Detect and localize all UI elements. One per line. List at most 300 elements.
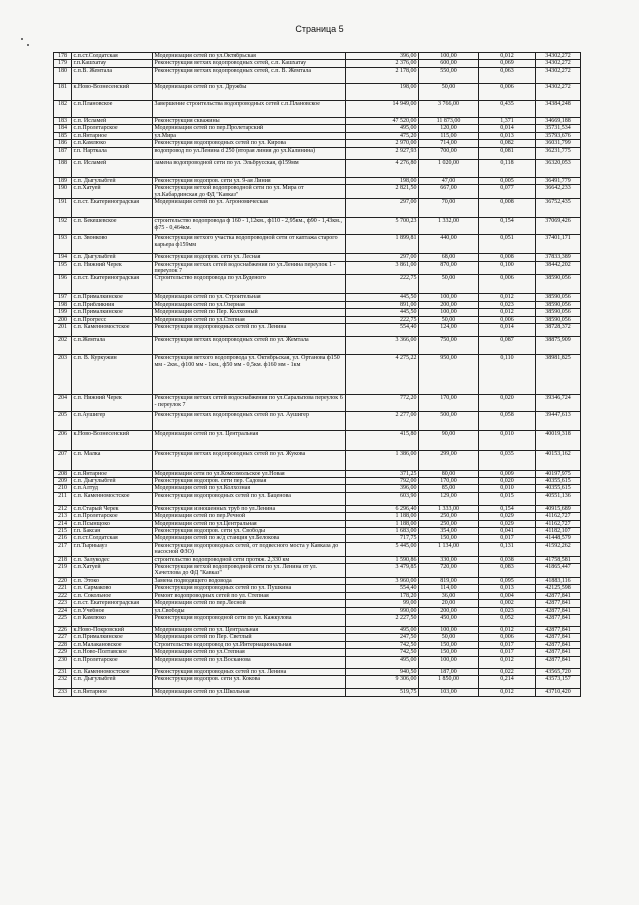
row-number: 214 — [54, 520, 72, 527]
coefficient: 0,052 — [479, 614, 536, 626]
coefficient: 0,118 — [479, 160, 536, 178]
settlement: с.п.Прималкинское — [72, 634, 153, 641]
coefficient: 0,082 — [479, 140, 536, 147]
settlement: с.п.Янтарное — [72, 689, 153, 696]
table-row — [54, 199, 581, 218]
table-row — [54, 450, 581, 470]
row-number: 211 — [54, 492, 72, 505]
settlement: с.п.Псынщоко — [72, 520, 153, 527]
work-description: Модернизация сети по ул.Комсомольское ул.Новая — [153, 470, 346, 477]
table-row — [54, 656, 581, 669]
table-row — [54, 83, 581, 100]
cumulative-total: 40551,136 — [536, 492, 581, 505]
settlement: с.п. Каменномостское — [72, 669, 153, 676]
cumulative-total: 40197,975 — [536, 470, 581, 477]
cumulative-total: 42877,841 — [536, 614, 581, 626]
amount-total: 47 520,00 — [346, 117, 419, 124]
row-number: 224 — [54, 607, 72, 614]
coefficient: 0,010 — [479, 430, 536, 450]
work-description: Реконструкция водопров. сети ул. Лесная — [153, 254, 346, 261]
coefficient: 0,012 — [479, 626, 536, 633]
coefficient: 1,371 — [479, 117, 536, 124]
work-description: Модернизация сетей по ул.Степная — [153, 649, 346, 656]
table-row — [54, 316, 581, 323]
work-description: замена водопроводной сети по ул. Эльбрусская, ф159мм — [153, 160, 346, 178]
amount-share: 450,00 — [419, 614, 479, 626]
work-description: Реконструкция водопроводных сетей по ул. Ленина — [153, 324, 346, 337]
work-description: Реконструкция водопроводных сетей, от подвесного моста у Кавказа до насосной ФЗО) — [153, 542, 346, 556]
work-description: Реконструкция скважины — [153, 117, 346, 124]
row-number: 191 — [54, 199, 72, 218]
coefficient: 0,005 — [479, 178, 536, 185]
cumulative-total: 41758,581 — [536, 556, 581, 563]
coefficient: 0,002 — [479, 600, 536, 607]
coefficient: 0,051 — [479, 235, 536, 254]
cumulative-total: 36642,233 — [536, 185, 581, 199]
settlement: г.п. Нарткала — [72, 147, 153, 160]
table-row — [54, 505, 581, 512]
coefficient: 0,014 — [479, 324, 536, 337]
coefficient: 0,035 — [479, 450, 536, 470]
amount-total: 792,00 — [346, 478, 419, 485]
cumulative-total: 36320,053 — [536, 160, 581, 178]
coefficient: 0,004 — [479, 592, 536, 599]
cumulative-total: 38442,202 — [536, 261, 581, 275]
cumulative-total: 34384,248 — [536, 100, 581, 117]
coefficient: 0,010 — [479, 485, 536, 492]
work-description: Реконструкция ветхих водопроводных сетей, с.п. В. Жемтала — [153, 67, 346, 83]
table-row — [54, 324, 581, 337]
settlement: с.п.ст. Екатериноградская — [72, 600, 153, 607]
coefficient: 0,017 — [479, 641, 536, 648]
amount-total: 396,00 — [346, 53, 419, 60]
cumulative-total: 35793,676 — [536, 132, 581, 139]
settlement: к.Ново-Вознесенский — [72, 83, 153, 100]
coefficient: 0,029 — [479, 520, 536, 527]
coefficient: 0,022 — [479, 669, 536, 676]
row-number: 202 — [54, 337, 72, 355]
work-description: Реконструкция ветхих сетей водоснабжения по ул.Саральпова переулок 6 - переулок 7 — [153, 395, 346, 412]
amount-total: 475,20 — [346, 132, 419, 139]
cumulative-total: 38875,909 — [536, 337, 581, 355]
amount-share: 720,00 — [419, 564, 479, 578]
cumulative-total: 39346,724 — [536, 395, 581, 412]
amount-total: 99,00 — [346, 600, 419, 607]
amount-share: 50,00 — [419, 634, 479, 641]
coefficient: 0,012 — [479, 656, 536, 669]
work-description: водопровод по ул.Ленина d 250 (вторая линия до ул.Калинина) — [153, 147, 346, 160]
amount-total: 940,50 — [346, 669, 419, 676]
coefficient: 0,081 — [479, 147, 536, 160]
settlement: с.п.Пролетарское — [72, 656, 153, 669]
cumulative-total: 41162,727 — [536, 513, 581, 520]
cumulative-total: 37069,426 — [536, 218, 581, 235]
row-number: 187 — [54, 147, 72, 160]
work-description: ул.Свободы — [153, 607, 346, 614]
amount-total: 14 949,00 — [346, 100, 419, 117]
cumulative-total: 42877,841 — [536, 649, 581, 656]
settlement: с.п.Камлюко — [72, 140, 153, 147]
table-row — [54, 626, 581, 633]
row-number: 219 — [54, 564, 72, 578]
work-description: Реконструкция ветхих водопроводных сетей по ул. Аушигер — [153, 411, 346, 430]
work-description: Модернизация сетей по ул. Агрономическая — [153, 199, 346, 218]
work-description: Модернизация сетей по ул.Степная — [153, 316, 346, 323]
row-number: 179 — [54, 60, 72, 68]
coefficient: 0,008 — [479, 254, 536, 261]
cumulative-total: 41448,579 — [536, 535, 581, 542]
amount-share: 85,00 — [419, 485, 479, 492]
table-row — [54, 577, 581, 584]
amount-total: 495,00 — [346, 656, 419, 669]
amount-total: 990,00 — [346, 607, 419, 614]
row-number: 229 — [54, 649, 72, 656]
row-number: 194 — [54, 254, 72, 261]
row-number: 230 — [54, 656, 72, 669]
settlement: с.п.ст.Солдатская — [72, 535, 153, 542]
cumulative-total: 39447,613 — [536, 411, 581, 430]
amount-total: 1 188,00 — [346, 520, 419, 527]
amount-share: 1 020,00 — [419, 160, 479, 178]
work-description: Замена подводящего водовода — [153, 577, 346, 584]
amount-total: 178,20 — [346, 592, 419, 599]
table-row — [54, 614, 581, 626]
settlement: с.п.Пролетарское — [72, 513, 153, 520]
amount-total: 4 276,80 — [346, 160, 419, 178]
amount-total: 3 366,00 — [346, 337, 419, 355]
settlement: с.п. Нижний Черек — [72, 261, 153, 275]
settlement: с.п.ст. Екатериноградская — [72, 199, 153, 218]
cumulative-total: 40355,615 — [536, 485, 581, 492]
table-row — [54, 528, 581, 535]
coefficient: 0,435 — [479, 100, 536, 117]
row-number: 210 — [54, 485, 72, 492]
cumulative-total: 34302,272 — [536, 67, 581, 83]
amount-total: 2 277,00 — [346, 411, 419, 430]
table-row — [54, 235, 581, 254]
work-description: Модернизация сетей по пер.Лесной — [153, 600, 346, 607]
row-number: 233 — [54, 689, 72, 696]
coefficient: 0,100 — [479, 261, 536, 275]
amount-total: 2 227,50 — [346, 614, 419, 626]
row-number: 213 — [54, 513, 72, 520]
row-number: 215 — [54, 528, 72, 535]
work-description: Реконструкция ветхих сетей водоснабжения по ул.Ленина переулок 1 - переулок 7 — [153, 261, 346, 275]
amount-share: 150,00 — [419, 535, 479, 542]
work-description: Модернизация сетей по Пер. Светлый — [153, 634, 346, 641]
cumulative-total: 42877,841 — [536, 656, 581, 669]
cumulative-total: 34302,272 — [536, 53, 581, 60]
row-number: 201 — [54, 324, 72, 337]
amount-total: 519,75 — [346, 689, 419, 696]
amount-share: 150,00 — [419, 641, 479, 648]
amount-total: 198,00 — [346, 178, 419, 185]
cumulative-total: 40915,689 — [536, 505, 581, 512]
work-description: Модернизация сетей по ул. Дружбы — [153, 83, 346, 100]
row-number: 227 — [54, 634, 72, 641]
table-row — [54, 492, 581, 505]
table-row — [54, 185, 581, 199]
amount-total: 554,40 — [346, 324, 419, 337]
table-row — [54, 513, 581, 520]
row-number: 196 — [54, 275, 72, 294]
coefficient: 0,012 — [479, 309, 536, 316]
cumulative-total: 42877,841 — [536, 634, 581, 641]
row-number: 192 — [54, 218, 72, 235]
table-row — [54, 309, 581, 316]
coefficient: 0,154 — [479, 505, 536, 512]
row-number: 232 — [54, 676, 72, 689]
work-description: Реконструкция изношенных труб по ул.Ленина — [153, 505, 346, 512]
page-title: Страница 5 — [295, 24, 344, 34]
settlement: с.п. Бекешевское — [72, 218, 153, 235]
cumulative-total: 42877,841 — [536, 600, 581, 607]
settlement: с.п. Сармаково — [72, 585, 153, 592]
table-row — [54, 117, 581, 124]
row-number: 206 — [54, 430, 72, 450]
settlement: с.п.Янтарное — [72, 470, 153, 477]
amount-share: 354,00 — [419, 528, 479, 535]
coefficient: 0,023 — [479, 301, 536, 308]
amount-total: 3 479,85 — [346, 564, 419, 578]
amount-total: 297,00 — [346, 254, 419, 261]
work-description: Модернизация сетей по ж/д станция ул.Белокова — [153, 535, 346, 542]
amount-share: 750,00 — [419, 337, 479, 355]
coefficient: 0,014 — [479, 125, 536, 132]
amount-total: 5 445,00 — [346, 542, 419, 556]
amount-share: 250,00 — [419, 513, 479, 520]
table-row — [54, 160, 581, 178]
amount-share: 440,00 — [419, 235, 479, 254]
amount-total: 2 178,00 — [346, 67, 419, 83]
amount-share: 170,00 — [419, 478, 479, 485]
settlement: с.п. Этоко — [72, 577, 153, 584]
cumulative-total: 35731,534 — [536, 125, 581, 132]
coefficient: 0,058 — [479, 411, 536, 430]
settlement: с.п.Янтарное — [72, 132, 153, 139]
cumulative-total: 38590,056 — [536, 294, 581, 301]
table-row — [54, 430, 581, 450]
amount-total: 247,50 — [346, 634, 419, 641]
cumulative-total: 34302,272 — [536, 60, 581, 68]
cumulative-total: 36231,775 — [536, 147, 581, 160]
table-row — [54, 355, 581, 395]
work-description: Реконструкция водопроводных сетей по ул. Пушкина — [153, 585, 346, 592]
row-number: 203 — [54, 355, 72, 395]
row-number: 225 — [54, 614, 72, 626]
row-number: 208 — [54, 470, 72, 477]
row-number: 226 — [54, 626, 72, 633]
settlement: с.п.Прибликния — [72, 301, 153, 308]
coefficient: 0,015 — [479, 492, 536, 505]
table-row — [54, 147, 581, 160]
settlement: с.п.Ново-Полтавское — [72, 649, 153, 656]
work-description: Строительство водопровод по ул.Интернациональная — [153, 641, 346, 648]
row-number: 188 — [54, 160, 72, 178]
cumulative-total: 38728,372 — [536, 324, 581, 337]
amount-share: 950,00 — [419, 355, 479, 395]
amount-share: 50,00 — [419, 83, 479, 100]
settlement: с.п. Дыгулыбгей — [72, 178, 153, 185]
coefficient: 0,083 — [479, 564, 536, 578]
settlement: с.п.Алтуд — [72, 485, 153, 492]
amount-share: 1 333,00 — [419, 505, 479, 512]
amount-share: 700,00 — [419, 147, 479, 160]
amount-share: 250,00 — [419, 520, 479, 527]
table-row — [54, 60, 581, 68]
row-number: 231 — [54, 669, 72, 676]
coefficient: 0,041 — [479, 528, 536, 535]
work-description: Реконструкция водопров. сети пер. Садовая — [153, 478, 346, 485]
table-row — [54, 542, 581, 556]
amount-share: 299,00 — [419, 450, 479, 470]
amount-total: 2 821,50 — [346, 185, 419, 199]
row-number: 205 — [54, 411, 72, 430]
row-number: 195 — [54, 261, 72, 275]
cumulative-total: 36491,779 — [536, 178, 581, 185]
settlement: с.п.Малакановское — [72, 641, 153, 648]
amount-total: 1 683,00 — [346, 528, 419, 535]
amount-share: 3 766,00 — [419, 100, 479, 117]
cumulative-total: 38590,056 — [536, 301, 581, 308]
cumulative-total: 40019,318 — [536, 430, 581, 450]
table-row — [54, 337, 581, 355]
table-row — [54, 178, 581, 185]
row-number: 220 — [54, 577, 72, 584]
row-number: 184 — [54, 125, 72, 132]
settlement: г.п.Кашхатау — [72, 60, 153, 68]
coefficient: 0,029 — [479, 513, 536, 520]
settlement: с.п.Пролетарское — [72, 125, 153, 132]
table-row — [54, 585, 581, 592]
amount-share: 200,00 — [419, 607, 479, 614]
amount-share: 100,00 — [419, 309, 479, 316]
row-number: 178 — [54, 53, 72, 60]
work-description: Реконструкция ветхих водопроводных сетей, с.п. Кашхатау — [153, 60, 346, 68]
work-description: Реконструкция водопроводных сетей по ул. Баценова — [153, 492, 346, 505]
cumulative-total: 41865,447 — [536, 564, 581, 578]
settlement: с.п Камлюко — [72, 614, 153, 626]
amount-total: 3 861,00 — [346, 261, 419, 275]
cumulative-total: 43573,157 — [536, 676, 581, 689]
cumulative-total: 43565,720 — [536, 669, 581, 676]
cumulative-total: 38981,825 — [536, 355, 581, 395]
amount-share: 103,00 — [419, 689, 479, 696]
table-row — [54, 478, 581, 485]
row-number: 180 — [54, 67, 72, 83]
table-row — [54, 395, 581, 412]
amount-total: 2 970,00 — [346, 140, 419, 147]
table-row — [54, 67, 581, 83]
amount-total: 445,50 — [346, 309, 419, 316]
row-number: 218 — [54, 556, 72, 563]
coefficient: 0,006 — [479, 83, 536, 100]
amount-total: 891,00 — [346, 301, 419, 308]
row-number: 221 — [54, 585, 72, 592]
amount-share: 714,00 — [419, 140, 479, 147]
work-description: Реконструкция водопроводной сети по ул. Кажкулова — [153, 614, 346, 626]
amount-share: 870,00 — [419, 261, 479, 275]
amount-total: 222,75 — [346, 275, 419, 294]
settlement: с.п.Хатуей — [72, 564, 153, 578]
work-description: Реконструкция ветхого участка водопроводной сети от каптажа старого карьера ф159мм — [153, 235, 346, 254]
amount-share: 100,00 — [419, 53, 479, 60]
settlement: с.п. Малка — [72, 450, 153, 470]
amount-share: 115,00 — [419, 132, 479, 139]
cumulative-total: 38590,056 — [536, 275, 581, 294]
row-number: 216 — [54, 535, 72, 542]
amount-share: 150,00 — [419, 649, 479, 656]
row-number: 190 — [54, 185, 72, 199]
amount-share: 550,00 — [419, 67, 479, 83]
coefficient: 0,110 — [479, 355, 536, 395]
amount-share: 819,00 — [419, 577, 479, 584]
settlement: с.п.Старый Черек — [72, 505, 153, 512]
table-row — [54, 218, 581, 235]
amount-share: 1 332,00 — [419, 218, 479, 235]
work-description: Реконструкция водопров. сети ул. 9-ая Линия — [153, 178, 346, 185]
amount-share: 667,00 — [419, 185, 479, 199]
settlement: к.Ново-Вознесенский — [72, 430, 153, 450]
row-number: 189 — [54, 178, 72, 185]
work-description: Модернизация сетей по пер.Речной — [153, 513, 346, 520]
amount-total: 554,40 — [346, 585, 419, 592]
cumulative-total: 36031,799 — [536, 140, 581, 147]
coefficient: 0,020 — [479, 478, 536, 485]
work-description: Реконструкция водопров. сети ул. Свободы — [153, 528, 346, 535]
cumulative-total: 42877,841 — [536, 592, 581, 599]
amount-total: 297,00 — [346, 199, 419, 218]
amount-total: 495,00 — [346, 626, 419, 633]
table-row — [54, 470, 581, 477]
amount-total: 2 927,93 — [346, 147, 419, 160]
amount-total: 1 590,86 — [346, 556, 419, 563]
table-row — [54, 535, 581, 542]
cumulative-total: 42877,841 — [536, 641, 581, 648]
coefficient: 0,095 — [479, 577, 536, 584]
settlement: с.п.Хатуей — [72, 185, 153, 199]
settlement: с.п. Звонково — [72, 235, 153, 254]
table-row — [54, 669, 581, 676]
amount-total: 1 386,00 — [346, 450, 419, 470]
row-number: 204 — [54, 395, 72, 412]
work-description: Модернизация сетей по ул.Центральная — [153, 520, 346, 527]
table-row — [54, 53, 581, 60]
work-description: Модернизация сетей по Пер. Колхозный — [153, 309, 346, 316]
scan-speck — [21, 38, 23, 40]
settlement: с.п.ст.Солдатская — [72, 53, 153, 60]
cumulative-total: 41883,116 — [536, 577, 581, 584]
coefficient: 0,069 — [479, 60, 536, 68]
settlement: с.п.Прималкинское — [72, 294, 153, 301]
amount-total: 371,25 — [346, 470, 419, 477]
amount-share: 100,00 — [419, 626, 479, 633]
coefficient: 0,087 — [479, 337, 536, 355]
cumulative-total: 34669,188 — [536, 117, 581, 124]
amount-share: 187,00 — [419, 669, 479, 676]
table-row — [54, 607, 581, 614]
table-row — [54, 261, 581, 275]
table-row — [54, 125, 581, 132]
settlement: с.п.Аушигер — [72, 411, 153, 430]
settlement: с.п.Жемтала — [72, 337, 153, 355]
work-description: Реконструкция водопроводных сетей по ул. Кирова — [153, 140, 346, 147]
amount-share: 1 134,00 — [419, 542, 479, 556]
coefficient: 0,013 — [479, 585, 536, 592]
coefficient: 0,017 — [479, 535, 536, 542]
coefficient: 0,017 — [479, 649, 536, 656]
work-description: Реконструкция ветхой водопроводной сети по ул. Ленина от ул. Хачетлова до ФД "Кавказ" — [153, 564, 346, 578]
